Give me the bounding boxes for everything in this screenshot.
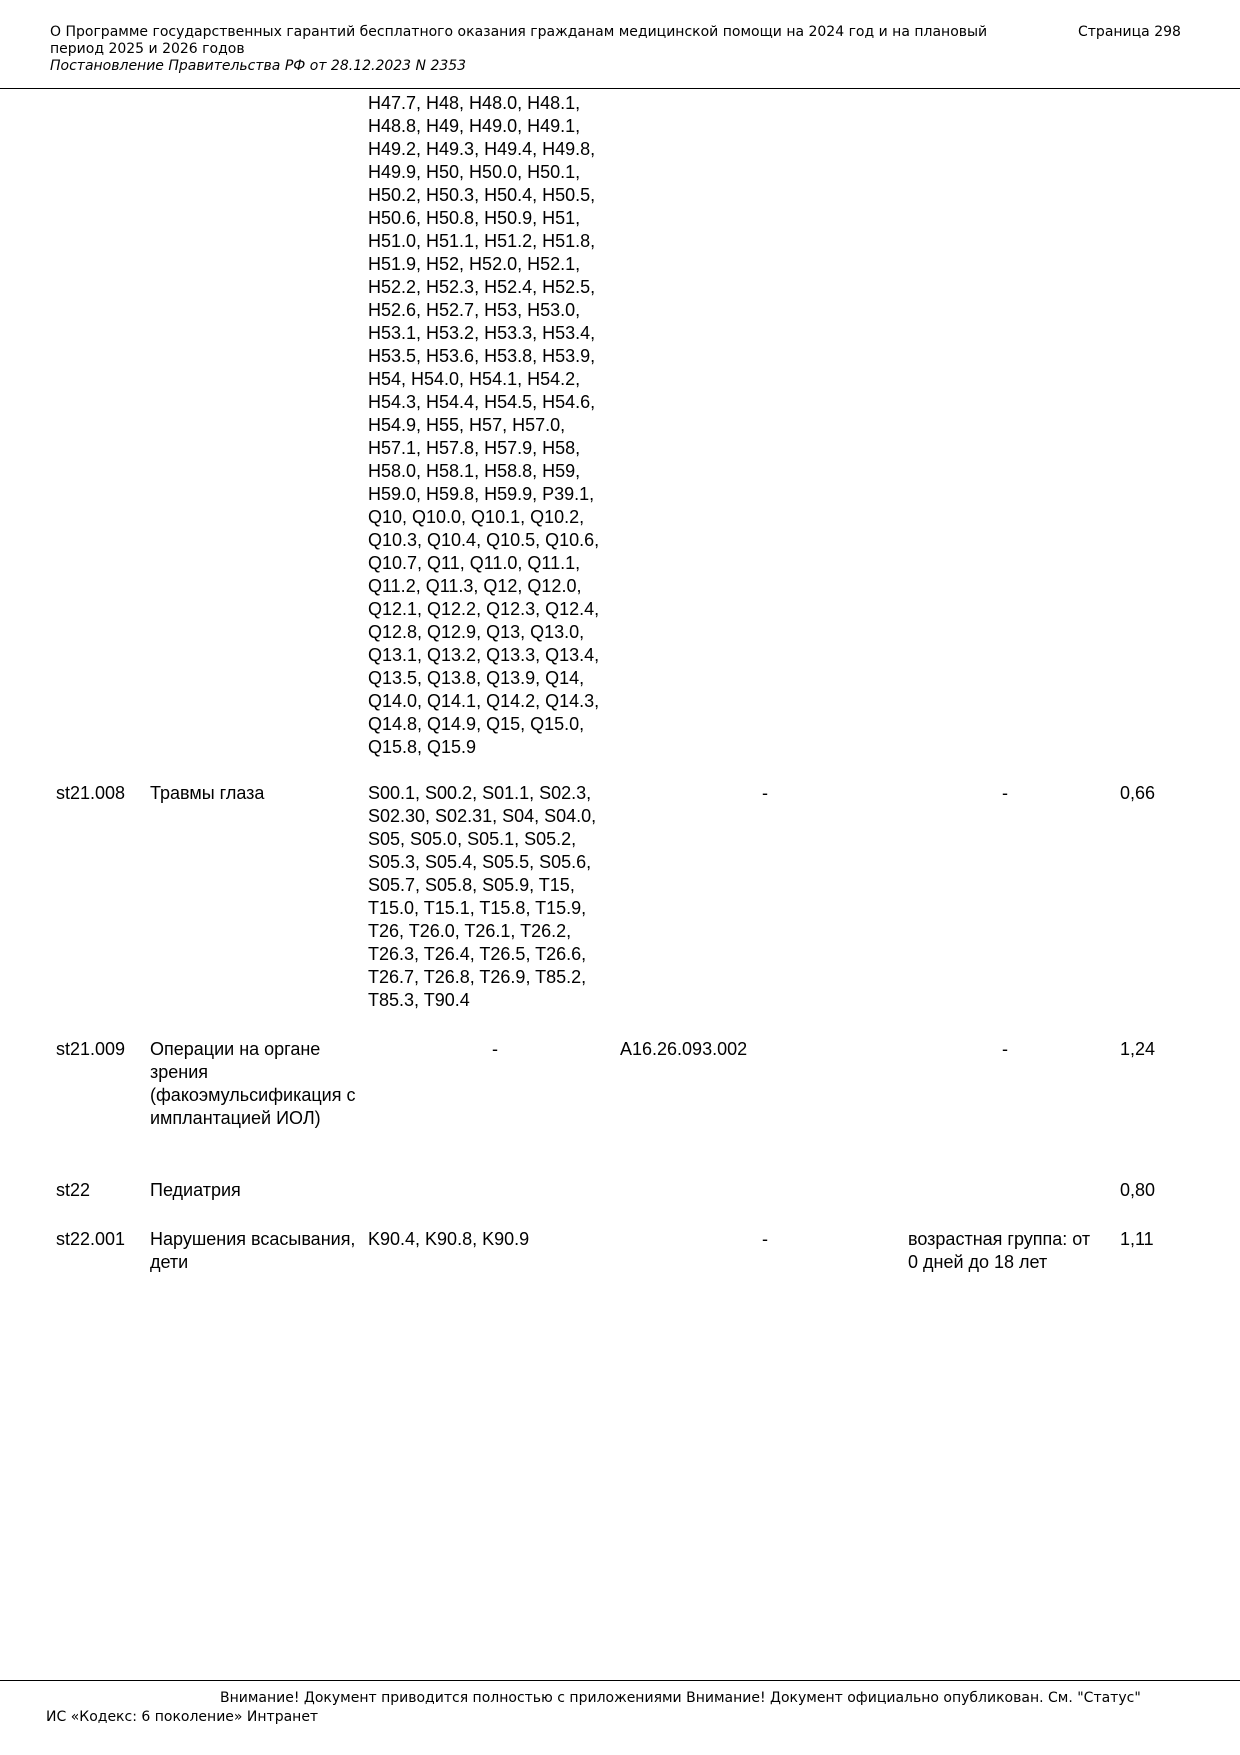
name-cell: Нарушения всасывания, дети [150, 1229, 356, 1272]
code-cell: st22.001 [56, 1229, 126, 1249]
services-cell: - [762, 783, 768, 803]
coefficient-cell: 0,80 [1120, 1180, 1156, 1200]
footer-system: ИС «Кодекс: 6 поколение» Интранет [46, 1709, 319, 1725]
footer-notice: Внимание! Документ приводится полностью с приложениями Внимание! Документ официально опубликован. См. "Статус" [220, 1690, 1141, 1706]
code-cell: st22 [56, 1180, 91, 1200]
page-number: Страница 298 [1078, 24, 1181, 40]
criteria-cell: - [1002, 1039, 1008, 1059]
services-cell: - [762, 1229, 768, 1249]
coefficient-cell: 0,66 [1120, 783, 1156, 803]
document-title: О Программе государственных гарантий бесплатного оказания гражданам медицинской помощи на 2024 год и на плановый период 2025 и 2026 годов [50, 24, 988, 57]
coefficient-cell: 1,24 [1120, 1039, 1156, 1059]
services-cell: A16.26.093.002 [620, 1039, 748, 1059]
name-cell: Педиатрия [150, 1180, 241, 1200]
footer-divider [0, 1680, 1240, 1681]
criteria-cell: - [1002, 783, 1008, 803]
diagnoses-cell: S00.1, S00.2, S01.1, S02.3, S02.30, S02.31, S04, S04.0, S05, S05.0, S05.1, S05.2, S05.3, S05.4, S05.5, S05.6, S05.7, S05.8, S05.9, T15, T15.0, T15.1, T15.8, T15.9, T26, T26.0, T26.1, T26.2, T26.3, T26.4, T26.5, T26.6, T26.7, T26.8, T26.9, T85.2, T85.3, T90.4 [368, 783, 597, 1010]
name-cell: Травмы глаза [150, 783, 265, 803]
coefficient-cell: 1,11 [1120, 1229, 1154, 1249]
diagnoses-cell: K90.4, K90.8, K90.9 [368, 1229, 530, 1249]
name-cell: Операции на органе зрения (факоэмульсификация с имплантацией ИОЛ) [150, 1039, 356, 1128]
document-subtitle: Постановление Правительства РФ от 28.12.2023 N 2353 [50, 58, 467, 74]
page-header [50, 24, 1180, 75]
criteria-cell: возрастная группа: от 0 дней до 18 лет [908, 1229, 1091, 1272]
code-cell: st21.008 [56, 783, 126, 803]
diagnoses-cell: H47.7, H48, H48.0, H48.1, H48.8, H49, H49.0, H49.1, H49.2, H49.3, H49.4, H49.8, H49.9, H50, H50.0, H50.1, H50.2, H50.3, H50.4, H50.5, H50.6, H50.8, H50.9, H51, H51.0, H51.1, H51.2, H51.8, H51.9, H52, H52.0, H52.1, H52.2, H52.3, H52.4, H52.5, H52.6, H52.7, H53, H53.0, H53.1, H53.2, H53.3, H53.4, H53.5, H53.6, H53.8, H53.9, H54, H54.0, H54.1, H54.2, H54.3, H54.4, H54.5, H54.6, H54.9, H55, H57, H57.0, H57.1, H57.8, H57.9, H58, H58.0, H58.1, H58.8, H59, H59.0, H59.8, H59.9, P39.1, Q10, Q10.0, Q10.1, Q10.2, Q10.3, Q10.4, Q10.5, Q10.6, Q10.7, Q11, Q11.0, Q11.1, Q11.2, Q11.3, Q12, Q12.0, Q12.1, Q12.2, Q12.3, Q12.4, Q12.8, Q12.9, Q13, Q13.0, Q13.1, Q13.2, Q13.3, Q13.4, Q13.5, Q13.8, Q13.9, Q14, Q14.0, Q14.1, Q14.2, Q14.3, Q14.8, Q14.9, Q15, Q15.0, Q15.8, Q15.9 [368, 93, 600, 757]
header-divider [0, 88, 1240, 89]
code-cell: st21.009 [56, 1039, 126, 1059]
diagnoses-cell: - [492, 1039, 498, 1059]
